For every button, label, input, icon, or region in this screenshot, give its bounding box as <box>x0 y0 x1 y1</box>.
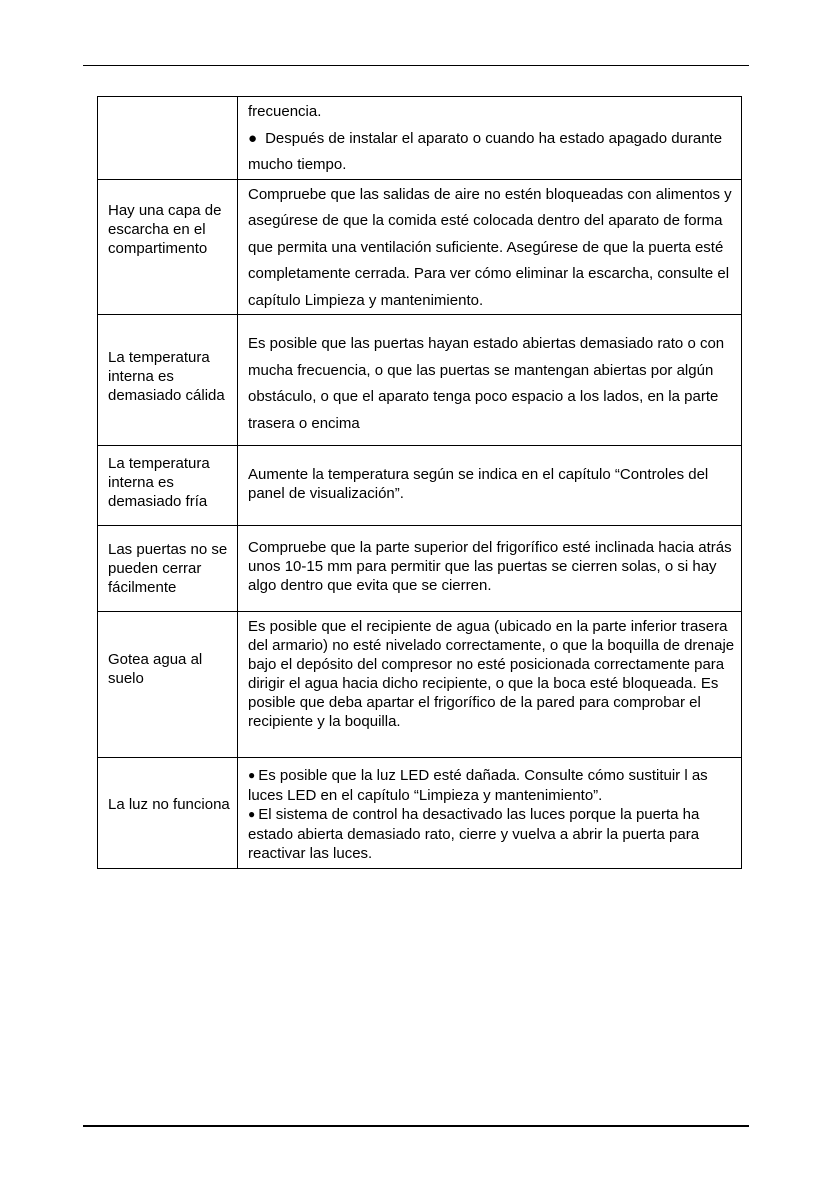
cause-text: Gotea agua al suelo <box>108 651 203 687</box>
cause-cell <box>98 758 238 869</box>
cause-text: La temperatura interna es demasiado cálida <box>108 349 225 404</box>
header-rule <box>83 65 749 66</box>
remedy-cell <box>238 315 742 446</box>
table-row <box>98 612 742 758</box>
remedy-text: Es posible que las puertas hayan estado abiertas demasiado rato o con mucha frecuencia, o que las puertas se mantengan abiertas por algún obstáculo, o que el aparato tenga poco espacio a los lados, en la parte trasera o encima <box>248 335 725 432</box>
cause-cell <box>98 97 238 180</box>
remedy-cell <box>238 97 742 180</box>
cause-text: Las puertas no se pueden cerrar fácilmente <box>108 541 228 596</box>
cause-text: La temperatura interna es demasiado fría <box>108 455 210 510</box>
table-row <box>98 315 742 446</box>
remedy-text: Compruebe que las salidas de aire no estén bloqueadas con alimentos y asegúrese de que la comida esté colocada dentro del aparato de forma que permita una ventilación suficiente. Asegúrese de que la puerta esté completamente cerrada. Para ver cómo eliminar la escarcha, consulte el capítulo Limpieza y mantenimiento. <box>248 185 732 309</box>
cause-cell <box>98 612 238 758</box>
remedy-text: Es posible que el recipiente de agua (ubicado en la parte inferior trasera del armario) no esté nivelado correctamente, o que la boquilla de drenaje bajo el depósito del compresor no esté posicionada correctamente para dirigir el agua hacia dicho recipiente, o que la boca esté bloqueada. Es posible que deba apartar el frigorífico de la pared para comprobar el recipiente y la boquilla. <box>248 618 735 730</box>
table-row <box>98 446 742 526</box>
cause-cell <box>98 446 238 526</box>
table-row <box>98 179 742 315</box>
remedy-text: frecuencia. <box>248 103 322 120</box>
troubleshooting-table <box>97 96 742 869</box>
cause-cell <box>98 526 238 612</box>
table-row <box>98 526 742 612</box>
remedy-cell <box>238 526 742 612</box>
table-row <box>98 758 742 869</box>
remedy-bullet-item: ● Es posible que la luz LED esté dañada. Consulte cómo sustituir l as luces LED en el capítulo “Limpieza y mantenimiento”. <box>248 766 735 805</box>
footer-rule <box>83 1125 749 1127</box>
remedy-cell <box>238 758 742 869</box>
remedy-text: Aumente la temperatura según se indica en el capítulo “Controles del panel de visualización”. <box>248 466 709 502</box>
cause-text: Hay una capa de escarcha en el compartimento <box>108 201 222 257</box>
remedy-cell <box>238 179 742 315</box>
remedy-bullet-item: ● El sistema de control ha desactivado las luces porque la puerta ha estado abierta demasiado rato, cierre y vuelva a abrir la puerta para reactivar las luces. <box>248 805 735 863</box>
remedy-text: Compruebe que la parte superior del frigorífico esté inclinada hacia atrás unos 10-15 mm para permitir que las puertas se cierren solas, o si hay algo dentro que evita que se cierren. <box>248 539 732 594</box>
remedy-bullet-item: ● Después de instalar el aparato o cuando ha estado apagado durante mucho tiempo. <box>248 126 735 179</box>
cause-cell <box>98 315 238 446</box>
cause-text: La luz no funciona <box>108 796 230 813</box>
cause-cell <box>98 179 238 315</box>
remedy-cell <box>238 446 742 526</box>
table-row <box>98 97 742 180</box>
remedy-cell <box>238 612 742 758</box>
